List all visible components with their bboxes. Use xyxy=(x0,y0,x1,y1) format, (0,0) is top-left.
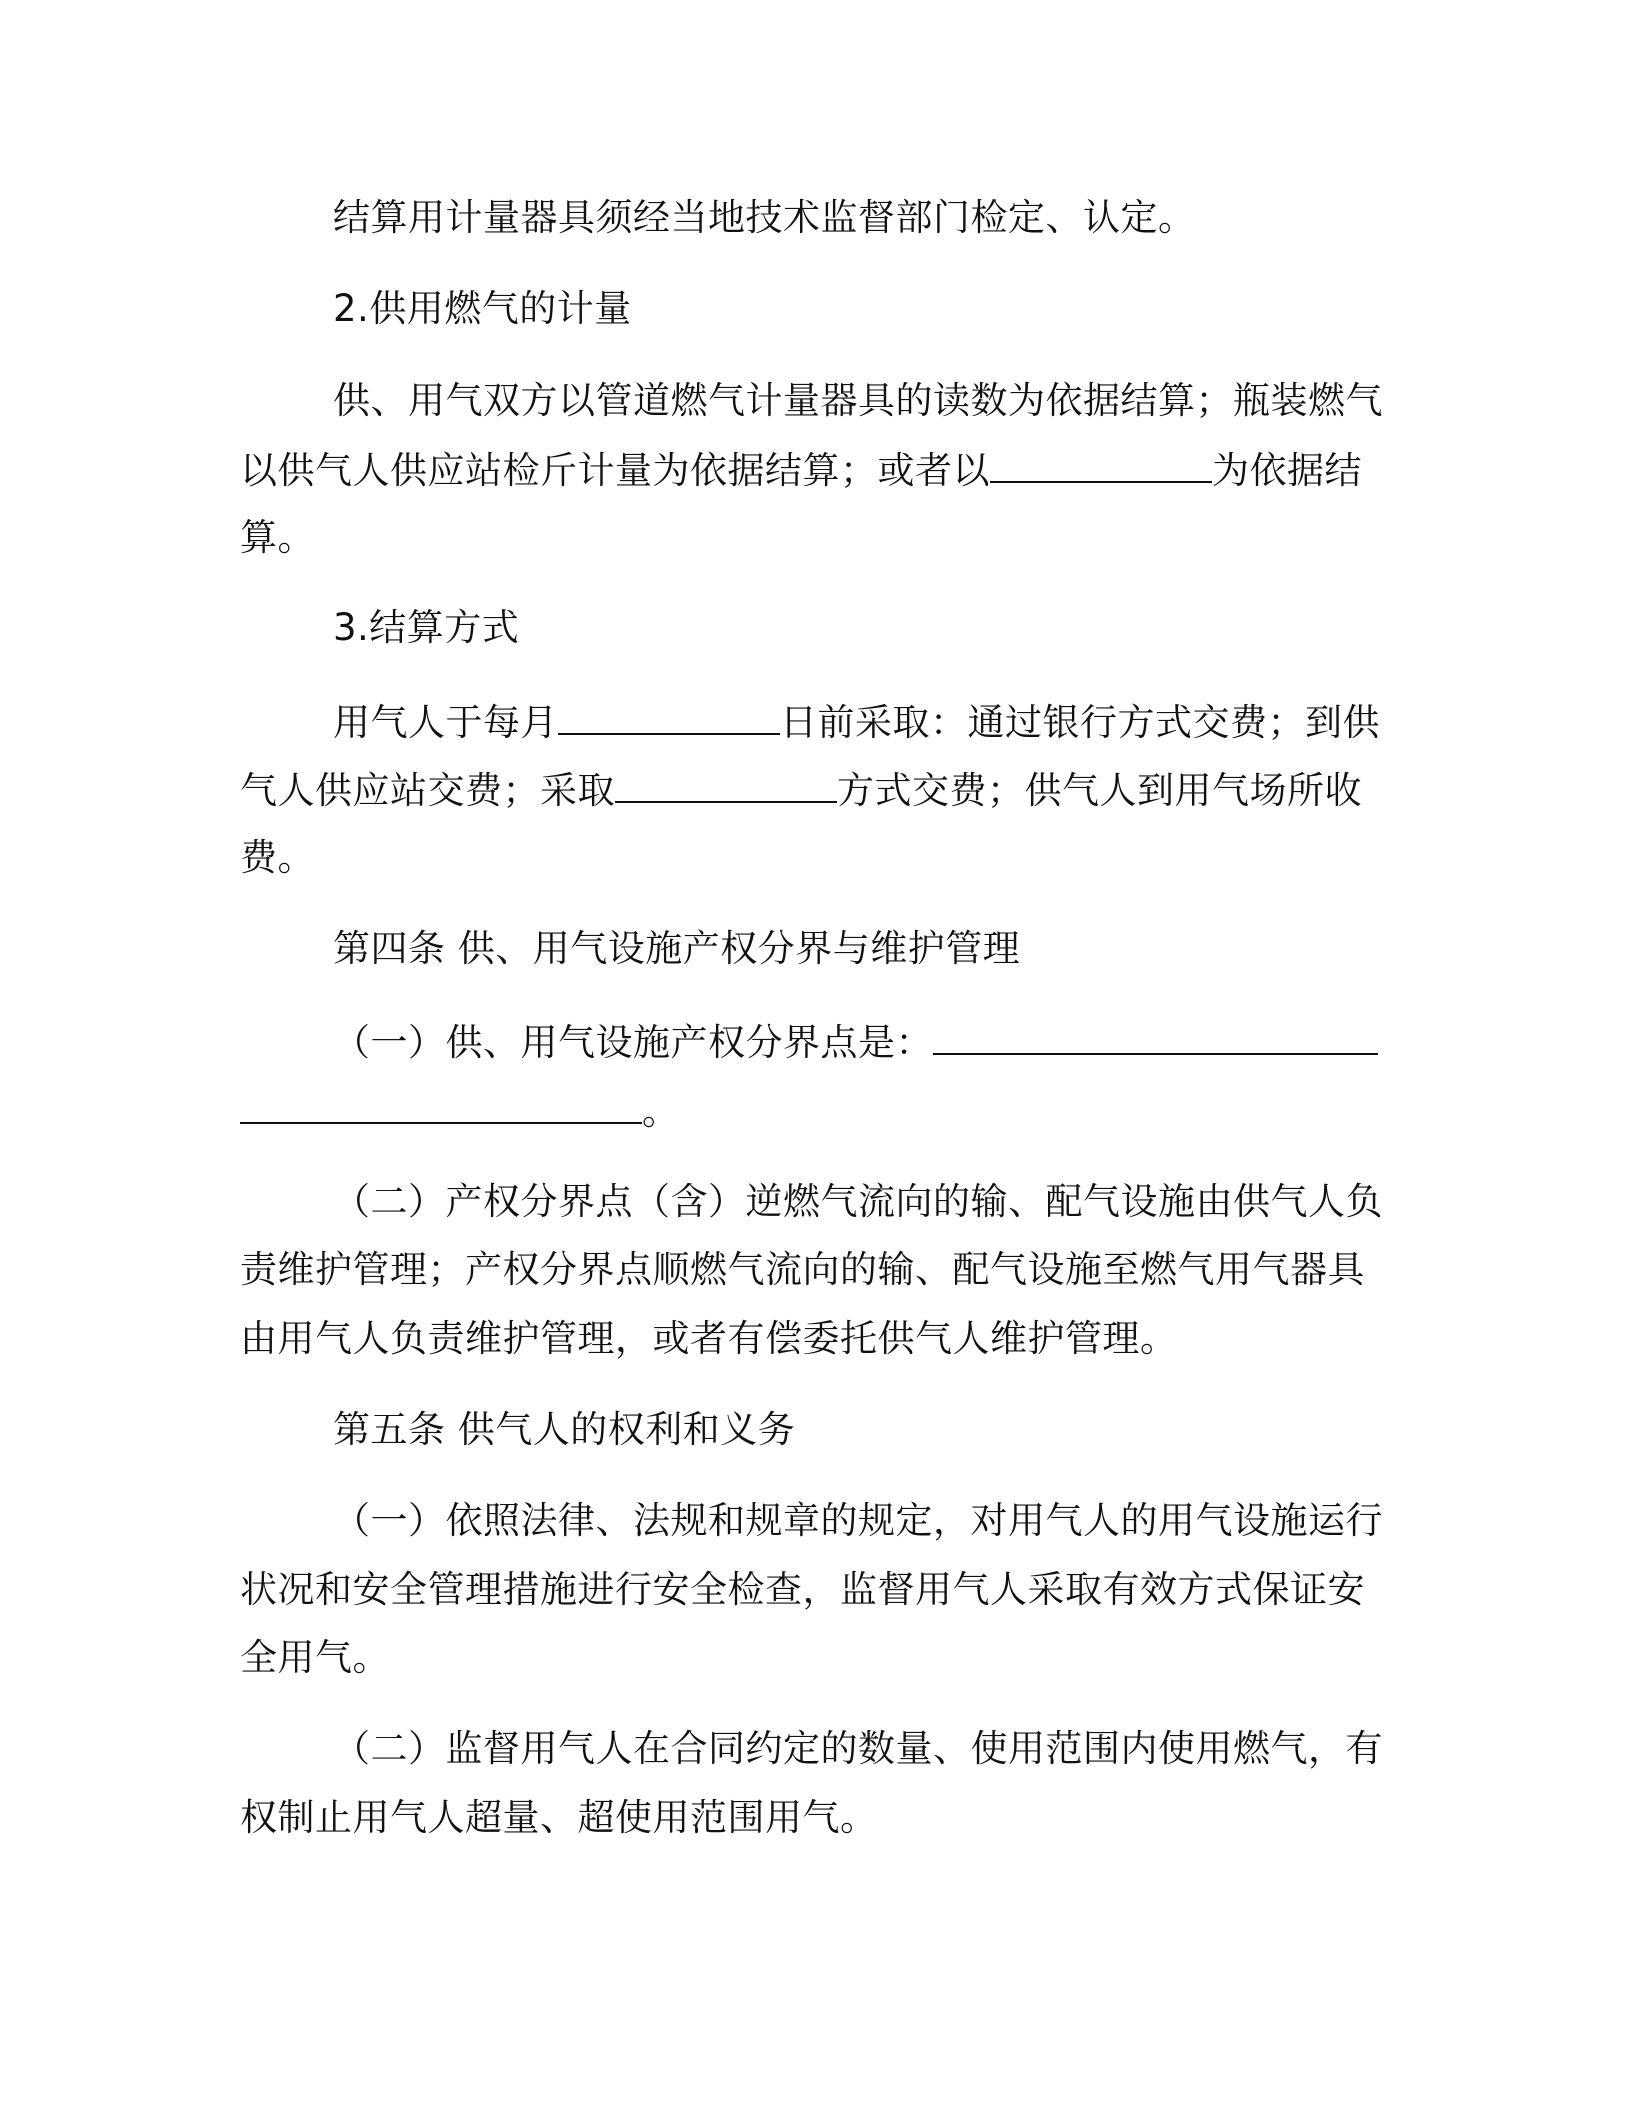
text: 算。 xyxy=(240,516,315,559)
fill-in-blank[interactable] xyxy=(558,697,780,735)
paragraph-line xyxy=(240,514,315,562)
paragraph-line xyxy=(240,834,315,882)
paragraph-line xyxy=(333,1725,1383,1773)
text: 。 xyxy=(642,1090,680,1133)
text: 2.供用燃气的计量 xyxy=(333,287,632,330)
text: 权制止用气人超量、超使用范围用气。 xyxy=(240,1796,878,1839)
text: 第五条 供气人的权利和义务 xyxy=(333,1408,796,1451)
text: 气人供应站交费；采取 xyxy=(240,769,615,812)
text: 以供气人供应站检斤计量为依据结算；或者以 xyxy=(240,449,990,492)
section-heading xyxy=(333,604,519,652)
text: 全用气。 xyxy=(240,1636,390,1679)
fill-in-blank[interactable] xyxy=(615,765,837,803)
paragraph-line xyxy=(240,1566,1365,1614)
text: （二）产权分界点（含）逆燃气流向的输、配气设施由供气人负 xyxy=(333,1180,1383,1223)
fill-in-blank[interactable] xyxy=(933,1017,1378,1055)
section-heading xyxy=(333,285,632,333)
paragraph-line xyxy=(240,445,1362,495)
paragraph-line xyxy=(333,194,1196,242)
text: 由用气人负责维护管理，或者有偿委托供气人维护管理。 xyxy=(240,1317,1178,1360)
article-heading xyxy=(333,925,1020,973)
text: 为依据结 xyxy=(1212,449,1362,492)
text: 状况和安全管理措施进行安全检查，监督用气人采取有效方式保证安 xyxy=(240,1568,1365,1611)
text: 第四条 供、用气设施产权分界与维护管理 xyxy=(333,927,1021,970)
paragraph-line xyxy=(240,1086,680,1136)
paragraph-line xyxy=(333,697,1380,747)
text: 用气人于每月 xyxy=(333,701,558,744)
text: 供、用气双方以管道燃气计量器具的读数为依据结算；瓶装燃气 xyxy=(333,379,1383,422)
text: 责维护管理；产权分界点顺燃气流向的输、配气设施至燃气用气器具 xyxy=(240,1248,1365,1291)
text: 方式交费；供气人到用气场所收 xyxy=(837,769,1362,812)
fill-in-blank[interactable] xyxy=(240,1086,642,1124)
paragraph-line xyxy=(333,1497,1383,1545)
paragraph-line xyxy=(240,1315,1178,1363)
paragraph-line xyxy=(333,1178,1383,1226)
paragraph-line xyxy=(240,1634,390,1682)
text: 费。 xyxy=(240,836,315,879)
text: 日前采取：通过银行方式交费；到供 xyxy=(780,701,1380,744)
text: （一）供、用气设施产权分界点是： xyxy=(333,1021,933,1064)
article-heading xyxy=(333,1406,795,1454)
paragraph-line xyxy=(333,1017,1378,1067)
text: 结算用计量器具须经当地技术监督部门检定、认定。 xyxy=(333,196,1196,239)
text: （二）监督用气人在合同约定的数量、使用范围内使用燃气，有 xyxy=(333,1727,1383,1770)
paragraph-line xyxy=(240,1246,1365,1294)
paragraph-line xyxy=(240,765,1362,815)
fill-in-blank[interactable] xyxy=(990,445,1212,483)
paragraph-line xyxy=(240,1794,878,1842)
text: （一）依照法律、法规和规章的规定，对用气人的用气设施运行 xyxy=(333,1499,1383,1542)
text: 3.结算方式 xyxy=(333,606,520,649)
paragraph-line xyxy=(333,377,1383,425)
